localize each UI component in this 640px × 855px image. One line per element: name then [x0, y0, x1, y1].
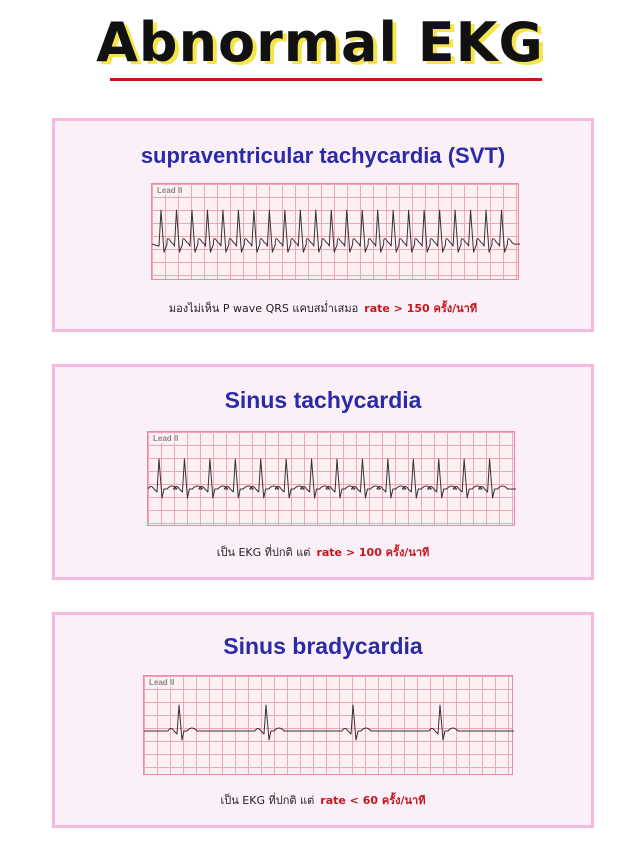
ekg-strip-svt	[151, 183, 519, 280]
caption-text: เป็น EKG ที่ปกติ แต่	[216, 546, 311, 559]
ekg-strip-sinus-bradycardia	[143, 675, 513, 775]
lead-label: Lead II	[157, 186, 183, 195]
ekg-strip-sinus-tachycardia	[147, 431, 515, 526]
card-sinus-tachycardia	[52, 364, 594, 580]
ekg-trace-sinus-bradycardia	[144, 676, 514, 776]
card-title-sinus-tachycardia: Sinus tachycardia	[224, 387, 422, 413]
caption-svt	[55, 299, 591, 317]
ekg-waveform	[152, 210, 520, 252]
ekg-waveform	[148, 459, 516, 498]
card-svt	[52, 118, 594, 332]
title-underline	[110, 78, 542, 81]
lead-label: Lead II	[153, 434, 179, 443]
caption-sinus-tachycardia	[55, 543, 591, 561]
caption-text: เป็น EKG ที่ปกติ แต่	[220, 794, 315, 807]
rate-text: rate < 60 ครั้ง/นาที	[320, 794, 426, 807]
rate-text: rate > 150 ครั้ง/นาที	[364, 302, 478, 315]
caption-text: มองไม่เห็น P wave QRS แคบสม่ำเสมอ	[168, 302, 359, 315]
ekg-trace-sinus-tachycardia	[148, 432, 516, 527]
ekg-trace-svt	[152, 184, 520, 281]
lead-label: Lead II	[149, 678, 175, 687]
rate-text: rate > 100 ครั้ง/นาที	[316, 546, 430, 559]
ekg-waveform	[144, 705, 514, 740]
card-title-svt: supraventricular tachycardia (SVT)	[140, 143, 506, 168]
card-sinus-bradycardia	[52, 612, 594, 828]
page-title: Abnormal EKG	[96, 11, 544, 74]
caption-sinus-bradycardia	[55, 791, 591, 809]
card-title-sinus-bradycardia: Sinus bradycardia	[223, 633, 423, 659]
